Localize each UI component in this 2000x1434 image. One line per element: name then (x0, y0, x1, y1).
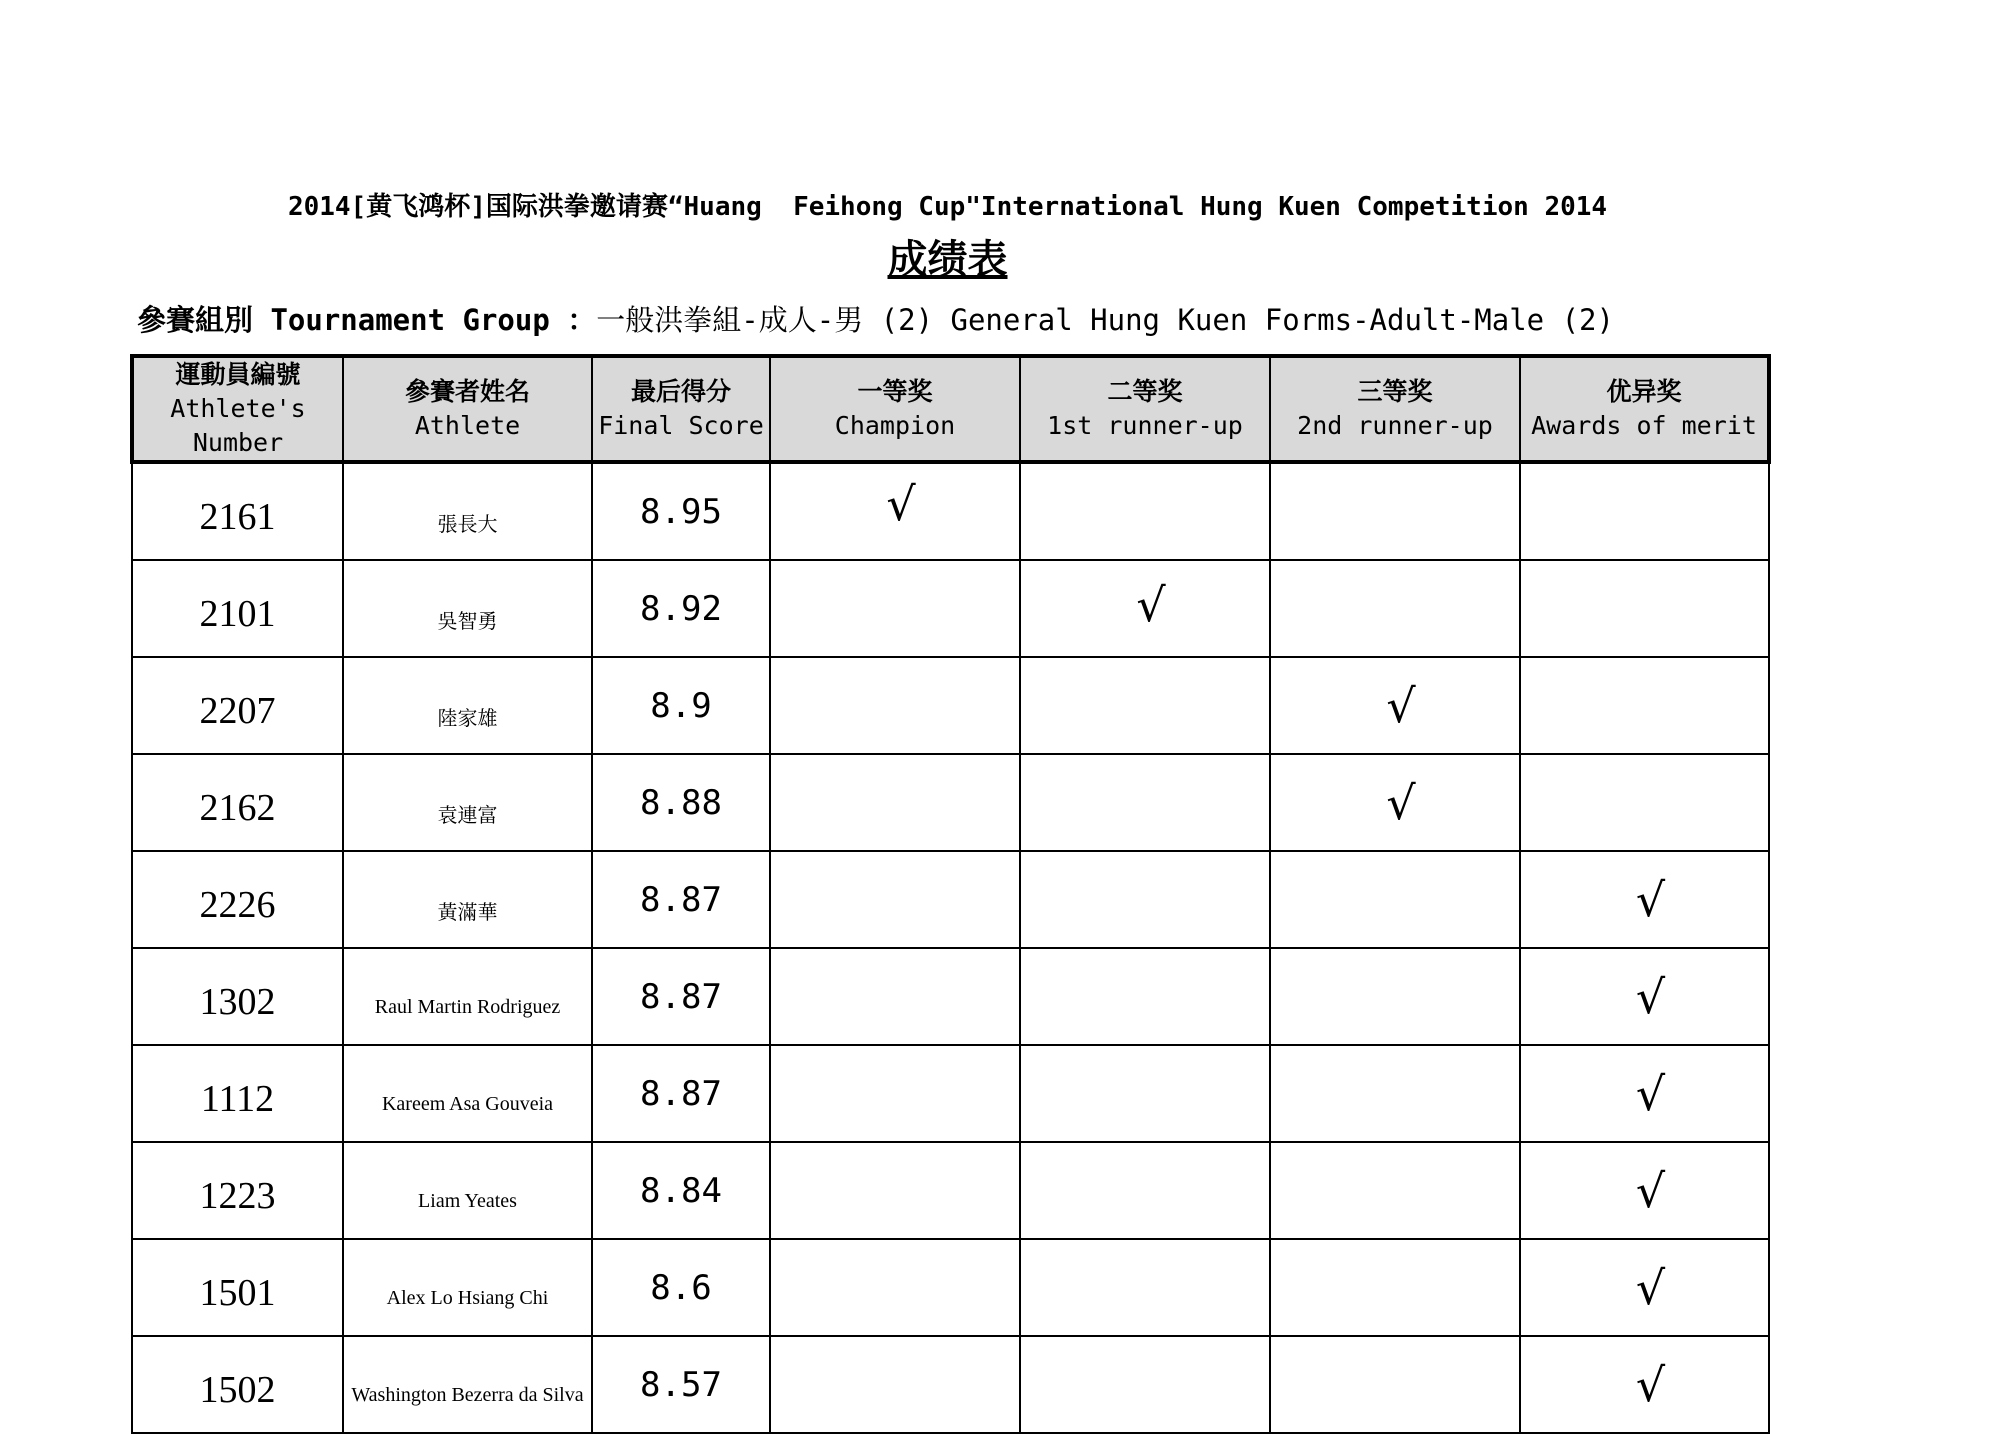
athlete-name: Washington Bezerra da Silva (343, 1336, 592, 1433)
first-runner-up-cell (1020, 560, 1270, 657)
column-header-number: 運動員編號 Athlete's Number (132, 356, 343, 462)
table-row (132, 754, 1769, 851)
merit-cell (1520, 1239, 1769, 1336)
champion-cell (770, 1045, 1020, 1142)
athlete-name: 吳智勇 (343, 560, 592, 657)
athlete-number: 2207 (132, 657, 343, 754)
final-score: 8.95 (592, 462, 770, 560)
athlete-name: Raul Martin Rodriguez (343, 948, 592, 1045)
second-runner-up-cell (1270, 657, 1520, 754)
tournament-group-line (137, 298, 1614, 339)
first-runner-up-cell (1020, 1045, 1270, 1142)
sheet-title: 成绩表 (887, 237, 1008, 283)
table-row (132, 1239, 1769, 1336)
merit-cell (1520, 1336, 1769, 1433)
athlete-number: 2101 (132, 560, 343, 657)
final-score: 8.57 (592, 1336, 770, 1433)
athlete-number: 1112 (132, 1045, 343, 1142)
athlete-name: 張長大 (343, 462, 592, 560)
champion-cell (770, 560, 1020, 657)
second-runner-up-cell (1270, 1239, 1520, 1336)
athlete-number: 2162 (132, 754, 343, 851)
athlete-name: 黃滿華 (343, 851, 592, 948)
table-row (132, 657, 1769, 754)
final-score: 8.88 (592, 754, 770, 851)
athlete-number: 1223 (132, 1142, 343, 1239)
first-runner-up-cell (1020, 1142, 1270, 1239)
check-mark-icon: √ (1386, 775, 1416, 830)
column-header-athlete: 參賽者姓名 Athlete (343, 356, 592, 462)
tournament-group-value: 一般洪拳組-成人-男 (2) General Hung Kuen Forms-Adult-Male (2) (596, 303, 1614, 337)
merit-cell (1520, 851, 1769, 948)
athlete-name: Liam Yeates (343, 1142, 592, 1239)
check-mark-icon: √ (1386, 678, 1416, 733)
final-score: 8.87 (592, 1045, 770, 1142)
athlete-name: 袁連富 (343, 754, 592, 851)
check-mark-icon: √ (1635, 872, 1666, 927)
table-row (132, 1045, 1769, 1142)
second-runner-up-cell (1270, 462, 1520, 560)
athlete-number: 2161 (132, 462, 343, 560)
column-header-second-runner-up: 三等奖 2nd runner-up (1270, 356, 1520, 462)
tournament-group-label: 參賽組別 Tournament Group ： (137, 303, 597, 337)
first-runner-up-cell (1020, 948, 1270, 1045)
merit-cell (1520, 462, 1769, 560)
merit-cell (1520, 1142, 1769, 1239)
final-score: 8.6 (592, 1239, 770, 1336)
final-score: 8.9 (592, 657, 770, 754)
results-table (130, 354, 1771, 1434)
second-runner-up-cell (1270, 754, 1520, 851)
first-runner-up-cell (1020, 1336, 1270, 1433)
first-runner-up-cell (1020, 754, 1270, 851)
column-header-champion: 一等奖 Champion (770, 356, 1020, 462)
champion-cell (770, 1142, 1020, 1239)
second-runner-up-cell (1270, 560, 1520, 657)
second-runner-up-cell (1270, 1045, 1520, 1142)
champion-cell (770, 462, 1020, 560)
check-mark-icon: √ (1635, 969, 1666, 1024)
check-mark-icon: √ (1635, 1066, 1666, 1121)
athlete-number: 1501 (132, 1239, 343, 1336)
champion-cell (770, 1336, 1020, 1433)
check-mark-icon: √ (1635, 1163, 1666, 1218)
check-mark-icon: √ (1136, 577, 1166, 632)
header-row (132, 356, 1769, 462)
table-row (132, 1336, 1769, 1433)
athlete-number: 1502 (132, 1336, 343, 1433)
second-runner-up-cell (1270, 851, 1520, 948)
results-body (132, 462, 1769, 1433)
check-mark-icon: √ (1635, 1357, 1666, 1412)
check-mark-icon: √ (1635, 1260, 1666, 1315)
champion-cell (770, 948, 1020, 1045)
merit-cell (1520, 948, 1769, 1045)
first-runner-up-cell (1020, 851, 1270, 948)
athlete-name: Kareem Asa Gouveia (343, 1045, 592, 1142)
athlete-name: 陸家雄 (343, 657, 592, 754)
final-score: 8.87 (592, 851, 770, 948)
athlete-number: 2226 (132, 851, 343, 948)
champion-cell (770, 1239, 1020, 1336)
champion-cell (770, 754, 1020, 851)
final-score: 8.84 (592, 1142, 770, 1239)
second-runner-up-cell (1270, 1142, 1520, 1239)
second-runner-up-cell (1270, 1336, 1520, 1433)
column-header-final-score: 最后得分 Final Score (592, 356, 770, 462)
athlete-number: 1302 (132, 948, 343, 1045)
first-runner-up-cell (1020, 657, 1270, 754)
final-score: 8.92 (592, 560, 770, 657)
check-mark-icon: √ (886, 476, 916, 531)
merit-cell (1520, 657, 1769, 754)
first-runner-up-cell (1020, 1239, 1270, 1336)
champion-cell (770, 657, 1020, 754)
table-row (132, 851, 1769, 948)
merit-cell (1520, 1045, 1769, 1142)
table-row (132, 948, 1769, 1045)
first-runner-up-cell (1020, 462, 1270, 560)
final-score: 8.87 (592, 948, 770, 1045)
athlete-name: Alex Lo Hsiang Chi (343, 1239, 592, 1336)
column-header-first-runner-up: 二等奖 1st runner-up (1020, 356, 1270, 462)
champion-cell (770, 851, 1020, 948)
second-runner-up-cell (1270, 948, 1520, 1045)
competition-title: 2014[黄飞鸿杯]国际洪拳邀请赛“Huang Feihong Cup"International Hung Kuen Competition 2014 (287, 192, 1608, 222)
table-row (132, 462, 1769, 560)
table-row (132, 560, 1769, 657)
column-header-merit: 优异奖 Awards of merit (1520, 356, 1769, 462)
table-row (132, 1142, 1769, 1239)
merit-cell (1520, 754, 1769, 851)
merit-cell (1520, 560, 1769, 657)
